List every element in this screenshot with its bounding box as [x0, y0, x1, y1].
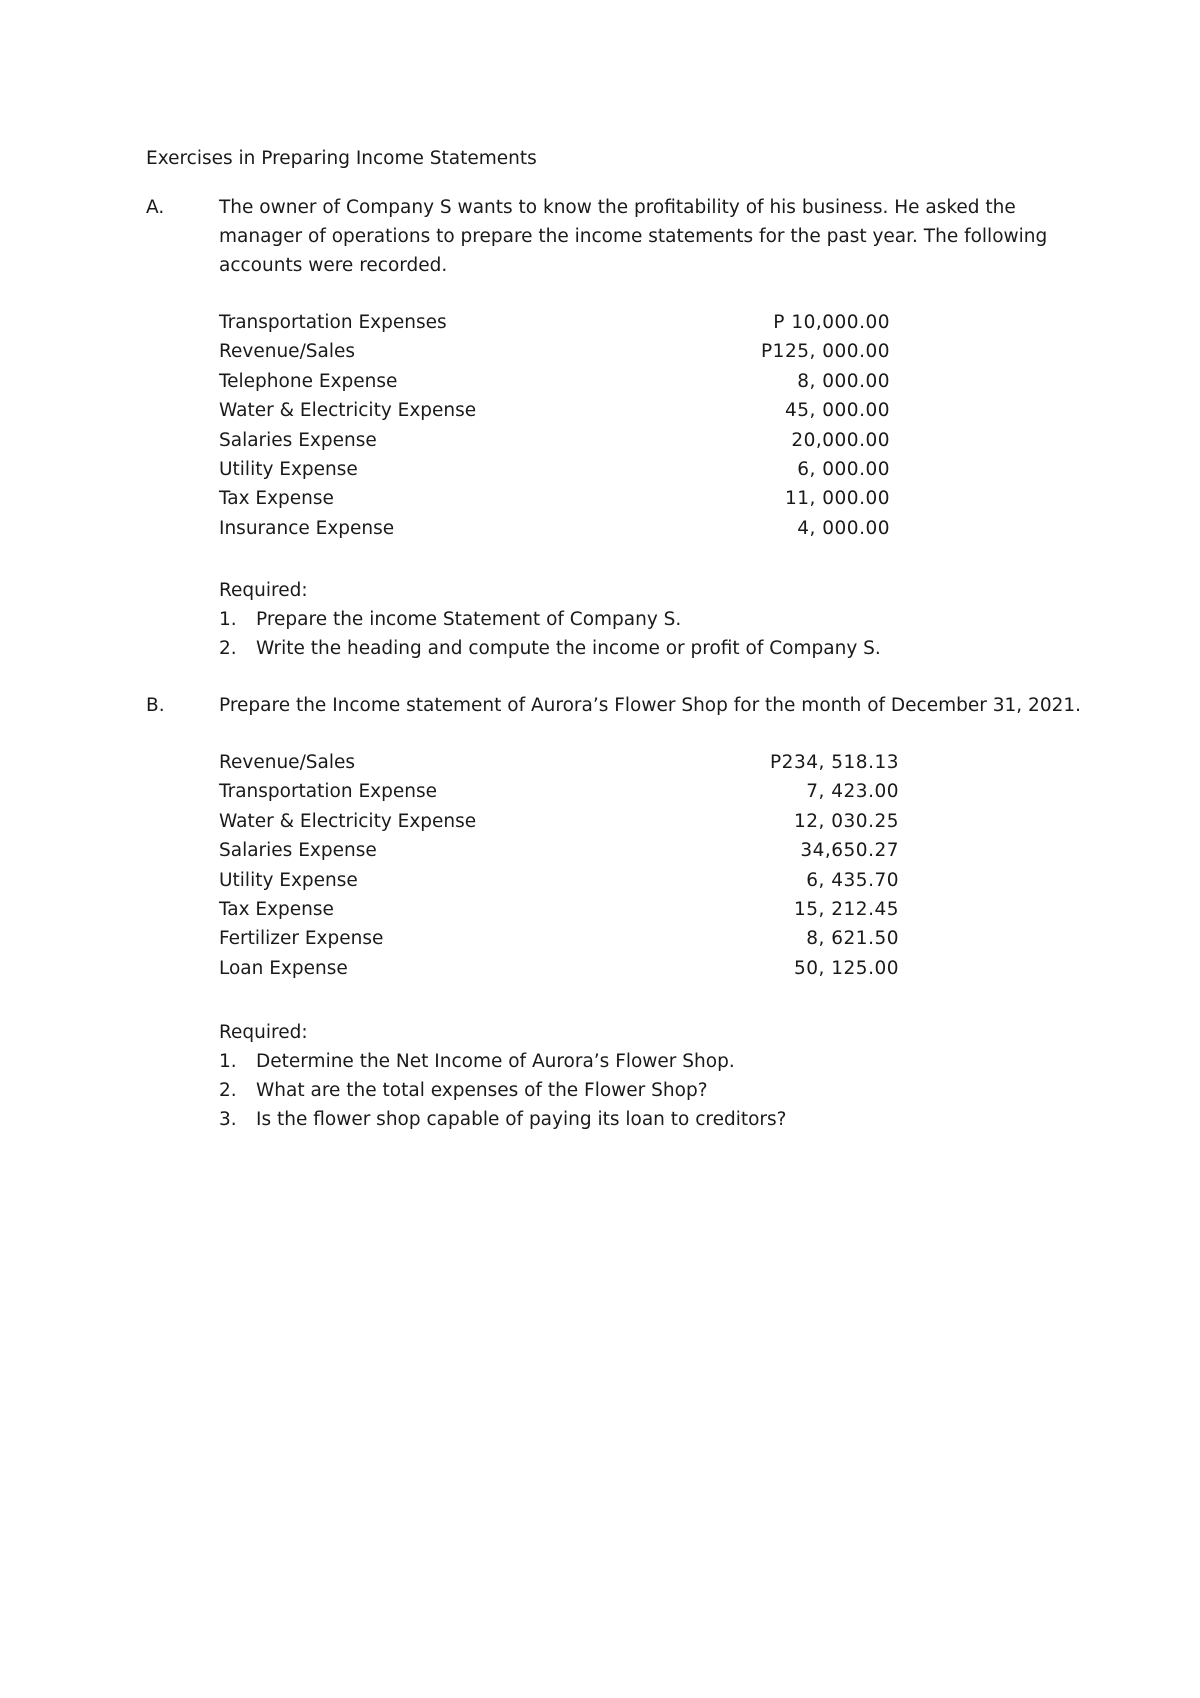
section-a-letter: A.: [146, 197, 165, 218]
account-name: Revenue/Sales: [219, 752, 356, 773]
account-name: Tax Expense: [219, 898, 334, 920]
account-name: Water & Electricity Expense: [219, 810, 477, 832]
account-amount: 11, 000.00: [784, 488, 890, 510]
account-amount: P234, 518.13: [770, 752, 899, 773]
account-name: Telephone Expense: [219, 370, 398, 392]
document-title: Exercises in Preparing Income Statements: [146, 148, 537, 169]
account-row: [219, 484, 899, 513]
account-amount: 8, 621.50: [806, 928, 899, 950]
required-item-text: Write the heading and compute the income or profit of Company S.: [256, 638, 881, 659]
account-row: [219, 337, 899, 366]
section-b-letter: B.: [146, 695, 165, 716]
account-name: Utility Expense: [219, 458, 358, 480]
account-name: Salaries Expense: [219, 840, 377, 862]
required-label: Required:: [219, 1022, 308, 1043]
section-a-line: accounts were recorded.: [219, 255, 448, 276]
account-amount: P125, 000.00: [761, 341, 890, 363]
account-name: Transportation Expenses: [219, 312, 447, 333]
account-row: [219, 866, 899, 895]
section-a-line: The owner of Company S wants to know the profitability of his business. He asked the: [219, 197, 1016, 218]
account-name: Water & Electricity Expense: [219, 400, 477, 422]
account-row: [219, 308, 899, 337]
account-name: Fertilizer Expense: [219, 928, 384, 950]
required-item: [219, 1047, 1119, 1076]
account-name: Revenue/Sales: [219, 341, 356, 363]
account-name: Loan Expense: [219, 957, 348, 979]
account-row: [219, 777, 899, 806]
account-row: [219, 836, 899, 865]
account-amount: 45, 000.00: [784, 400, 890, 422]
account-row: [219, 807, 899, 836]
account-amount: 20,000.00: [791, 429, 890, 451]
section-a-heading: [146, 193, 1086, 280]
section-b-heading: [146, 691, 1086, 720]
section-a-line: manager of operations to prepare the income statements for the past year. The following: [219, 226, 1048, 247]
required-item-number: 2.: [219, 1080, 237, 1101]
section-b-accounts: [219, 748, 899, 983]
account-amount: 6, 435.70: [806, 869, 899, 891]
account-row: [219, 514, 899, 543]
account-row: [219, 367, 899, 396]
account-name: Insurance Expense: [219, 517, 395, 539]
account-amount: 15, 212.45: [793, 898, 899, 920]
required-item: [219, 634, 1119, 663]
required-label: Required:: [219, 580, 308, 601]
account-amount: 12, 030.25: [793, 810, 899, 832]
required-item-number: 1.: [219, 609, 237, 630]
required-item-text: Determine the Net Income of Aurora’s Flower Shop.: [256, 1051, 735, 1072]
account-amount: 8, 000.00: [797, 370, 890, 392]
account-row: [219, 396, 899, 425]
account-row: [219, 924, 899, 953]
required-item-text: What are the total expenses of the Flower Shop?: [256, 1080, 708, 1101]
section-b: [146, 691, 1086, 720]
required-item-text: Prepare the income Statement of Company S.: [256, 609, 682, 630]
required-item-number: 1.: [219, 1051, 237, 1072]
account-row: [219, 895, 899, 924]
account-row: [219, 426, 899, 455]
account-name: Salaries Expense: [219, 429, 377, 451]
section-a-text: [219, 193, 1086, 280]
section-b-line: Prepare the Income statement of Aurora’s Flower Shop for the month of December 31, 2021.: [219, 695, 1082, 716]
account-amount: 50, 125.00: [793, 957, 899, 979]
required-item: [219, 605, 1119, 634]
required-item-number: 2.: [219, 638, 237, 659]
section-b-text: [219, 691, 1086, 720]
account-amount: 6, 000.00: [797, 458, 890, 480]
account-row: [219, 954, 899, 983]
account-name: Utility Expense: [219, 869, 358, 891]
account-amount: P 10,000.00: [773, 312, 890, 333]
section-a-accounts: [219, 308, 899, 543]
section-a-required: [219, 576, 1119, 663]
account-name: Tax Expense: [219, 488, 334, 510]
section-a: [146, 193, 1086, 280]
account-amount: 4, 000.00: [797, 517, 890, 539]
required-item: [219, 1105, 1119, 1134]
section-b-required: [219, 1018, 1119, 1134]
account-name: Transportation Expense: [219, 781, 437, 803]
account-amount: 7, 423.00: [806, 781, 899, 803]
required-item-text: Is the flower shop capable of paying its loan to creditors?: [256, 1109, 787, 1130]
account-row: [219, 455, 899, 484]
account-row: [219, 748, 899, 777]
required-item-number: 3.: [219, 1109, 237, 1130]
required-item: [219, 1076, 1119, 1105]
account-amount: 34,650.27: [800, 840, 899, 862]
